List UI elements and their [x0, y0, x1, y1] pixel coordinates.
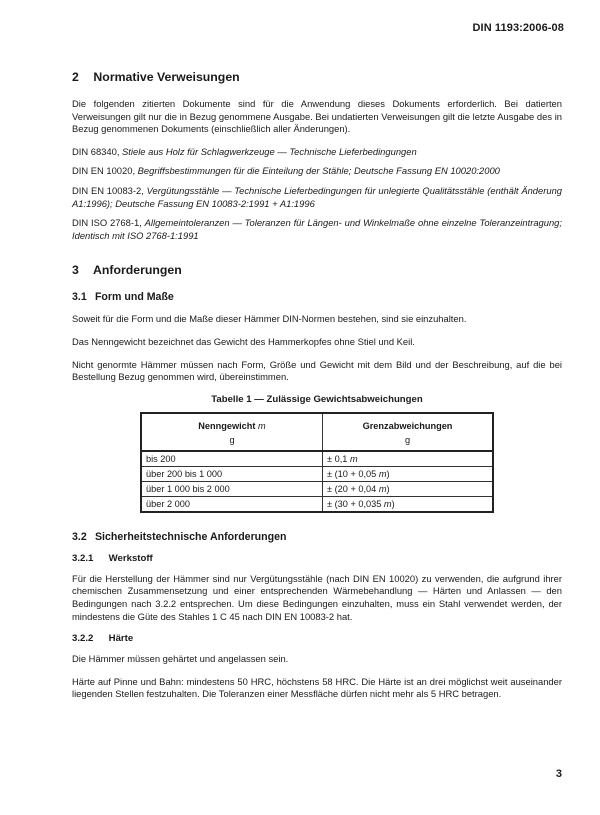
reference-code: DIN EN 10083-2, [72, 184, 144, 196]
subsection-number: 3.1 [72, 291, 87, 304]
subsection-3-2-heading [72, 531, 562, 543]
reference-title: Begriffsbestimmungen für die Einteilung der Stähle; Deutsche Fassung EN 10020:2000 [137, 165, 500, 177]
subsection-number: 3.2.2 [72, 633, 94, 645]
reference-item [72, 146, 562, 159]
table-unit-row [141, 433, 493, 451]
weight-cell: über 1 000 bis 2 000 [141, 481, 323, 496]
table-row [141, 451, 493, 467]
paragraph: Härte auf Pinne und Bahn: mindestens 50 HRC, höchstens 58 HRC. Die Härte ist an drei möglichst weit auseinander liegenden Stellen festzuhalten. Die Toleranzen einer Messfläche dürfen nicht mehr als 5 HRC betragen. [72, 675, 562, 700]
reference-title: Allgemeintoleranzen — Toleranzen für Längen- und Winkelmaße ohne einzelne Toleranzeintragung; Identisch mit ISO 2768-1:1991 [72, 217, 562, 241]
deviation-cell: ± 0,1 m [323, 451, 494, 467]
reference-title: Stiele aus Holz für Schlagwerkzeuge — Technische Lieferbedingungen [122, 145, 417, 157]
table-row [141, 481, 493, 496]
section-2-intro: Die folgenden zitierten Dokumente sind für die Anwendung dieses Dokuments erforderlich. Bei datierten Verweisungen gilt nur die in Bezug genommene Ausgabe. Bei undatierten Verweisungen gilt die letzte Ausgabe des in Bezug genommenen Dokuments (einschließlich aller Änderungen). [72, 98, 562, 135]
reference-item [72, 165, 562, 178]
paragraph: Für die Herstellung der Hämmer sind nur Vergütungsstähle (nach DIN EN 10020) zu verwenden, die aufgrund ihrer chemischen Zusammensetzung und einer entsprechenden Wärmebehandlung — Härten und Anlassen — den Bedingungen nach 3.2.2 entsprechen. Um diese Bedingungen einzuhalten, muss ein Stahl verwendet werden, der mindestens die Güte des Stahles 1 C 45 nach DIN EN 10083-2 hat. [72, 572, 562, 622]
subsection-number: 3.2 [72, 530, 87, 543]
column-header-limit-deviations: Grenzabweichungen [323, 413, 494, 433]
column-header-nominal-weight: Nenngewicht m [141, 413, 323, 433]
paragraph: Die Hämmer müssen gehärtet und angelassen sein. [72, 653, 289, 665]
reference-item [72, 217, 562, 242]
table-header-row [141, 413, 493, 433]
document-id: DIN 1193:2006-08 [472, 22, 564, 34]
subsection-title: Sicherheitstechnische Anforderungen [94, 530, 287, 543]
subsection-number: 3.2.1 [72, 552, 94, 564]
subsection-3-1-heading [72, 291, 562, 303]
section-title: Anforderungen [92, 263, 182, 278]
page-number: 3 [555, 768, 562, 780]
reference-code: DIN ISO 2768-1, [72, 217, 142, 229]
unit-cell: g [323, 433, 494, 451]
deviation-cell: ± (10 + 0,05 m) [323, 466, 494, 481]
section-3-heading [72, 263, 562, 277]
reference-title: Vergütungsstähle — Technische Lieferbedingungen für unlegierte Qualitätsstähle (enthält Änderung A1:1996); Deutsche Fassung EN 10083-2:1991 + A1:1996 [72, 184, 563, 209]
subsection-title: Härte [108, 633, 134, 645]
deviation-cell: ± (20 + 0,04 m) [323, 481, 494, 496]
reference-code: DIN 68340, [72, 145, 120, 157]
paragraph: Das Nenngewicht bezeichnet das Gewicht des Hammerkopfes ohne Stiel und Keil. [72, 335, 415, 347]
section-title: Normative Verweisungen [93, 70, 240, 84]
section-number: 3 [72, 263, 79, 278]
subsection-title: Form und Maße [94, 291, 174, 304]
weight-cell: über 200 bis 1 000 [141, 466, 323, 481]
subsection-title: Werkstoff [108, 552, 153, 564]
section-2-heading [72, 70, 562, 84]
weight-deviation-table [140, 412, 494, 513]
unit-cell: g [141, 433, 323, 451]
table-row [141, 496, 493, 512]
reference-code: DIN EN 10020, [72, 165, 136, 177]
paragraph: Nicht genormte Hämmer müssen nach Form, Größe und Gewicht mit dem Bild und der Beschreibung, auf die bei Bestellung Bezug genommen wird, übereinstimmen. [72, 358, 562, 383]
subsection-3-2-1-heading [72, 553, 562, 564]
deviation-cell: ± (30 + 0,035 m) [323, 496, 494, 512]
weight-cell: über 2 000 [141, 496, 323, 512]
table-row [141, 466, 493, 481]
paragraph: Soweit für die Form und die Maße dieser Hämmer DIN-Normen bestehen, sind sie einzuhalten. [72, 313, 467, 325]
section-number: 2 [72, 70, 79, 84]
symbol-m: m [258, 420, 266, 431]
reference-item [72, 185, 562, 210]
weight-cell: bis 200 [141, 451, 323, 467]
page-content [72, 70, 562, 711]
table-caption: Tabelle 1 — Zulässige Gewichtsabweichungen [211, 393, 423, 405]
subsection-3-2-2-heading [72, 633, 562, 644]
